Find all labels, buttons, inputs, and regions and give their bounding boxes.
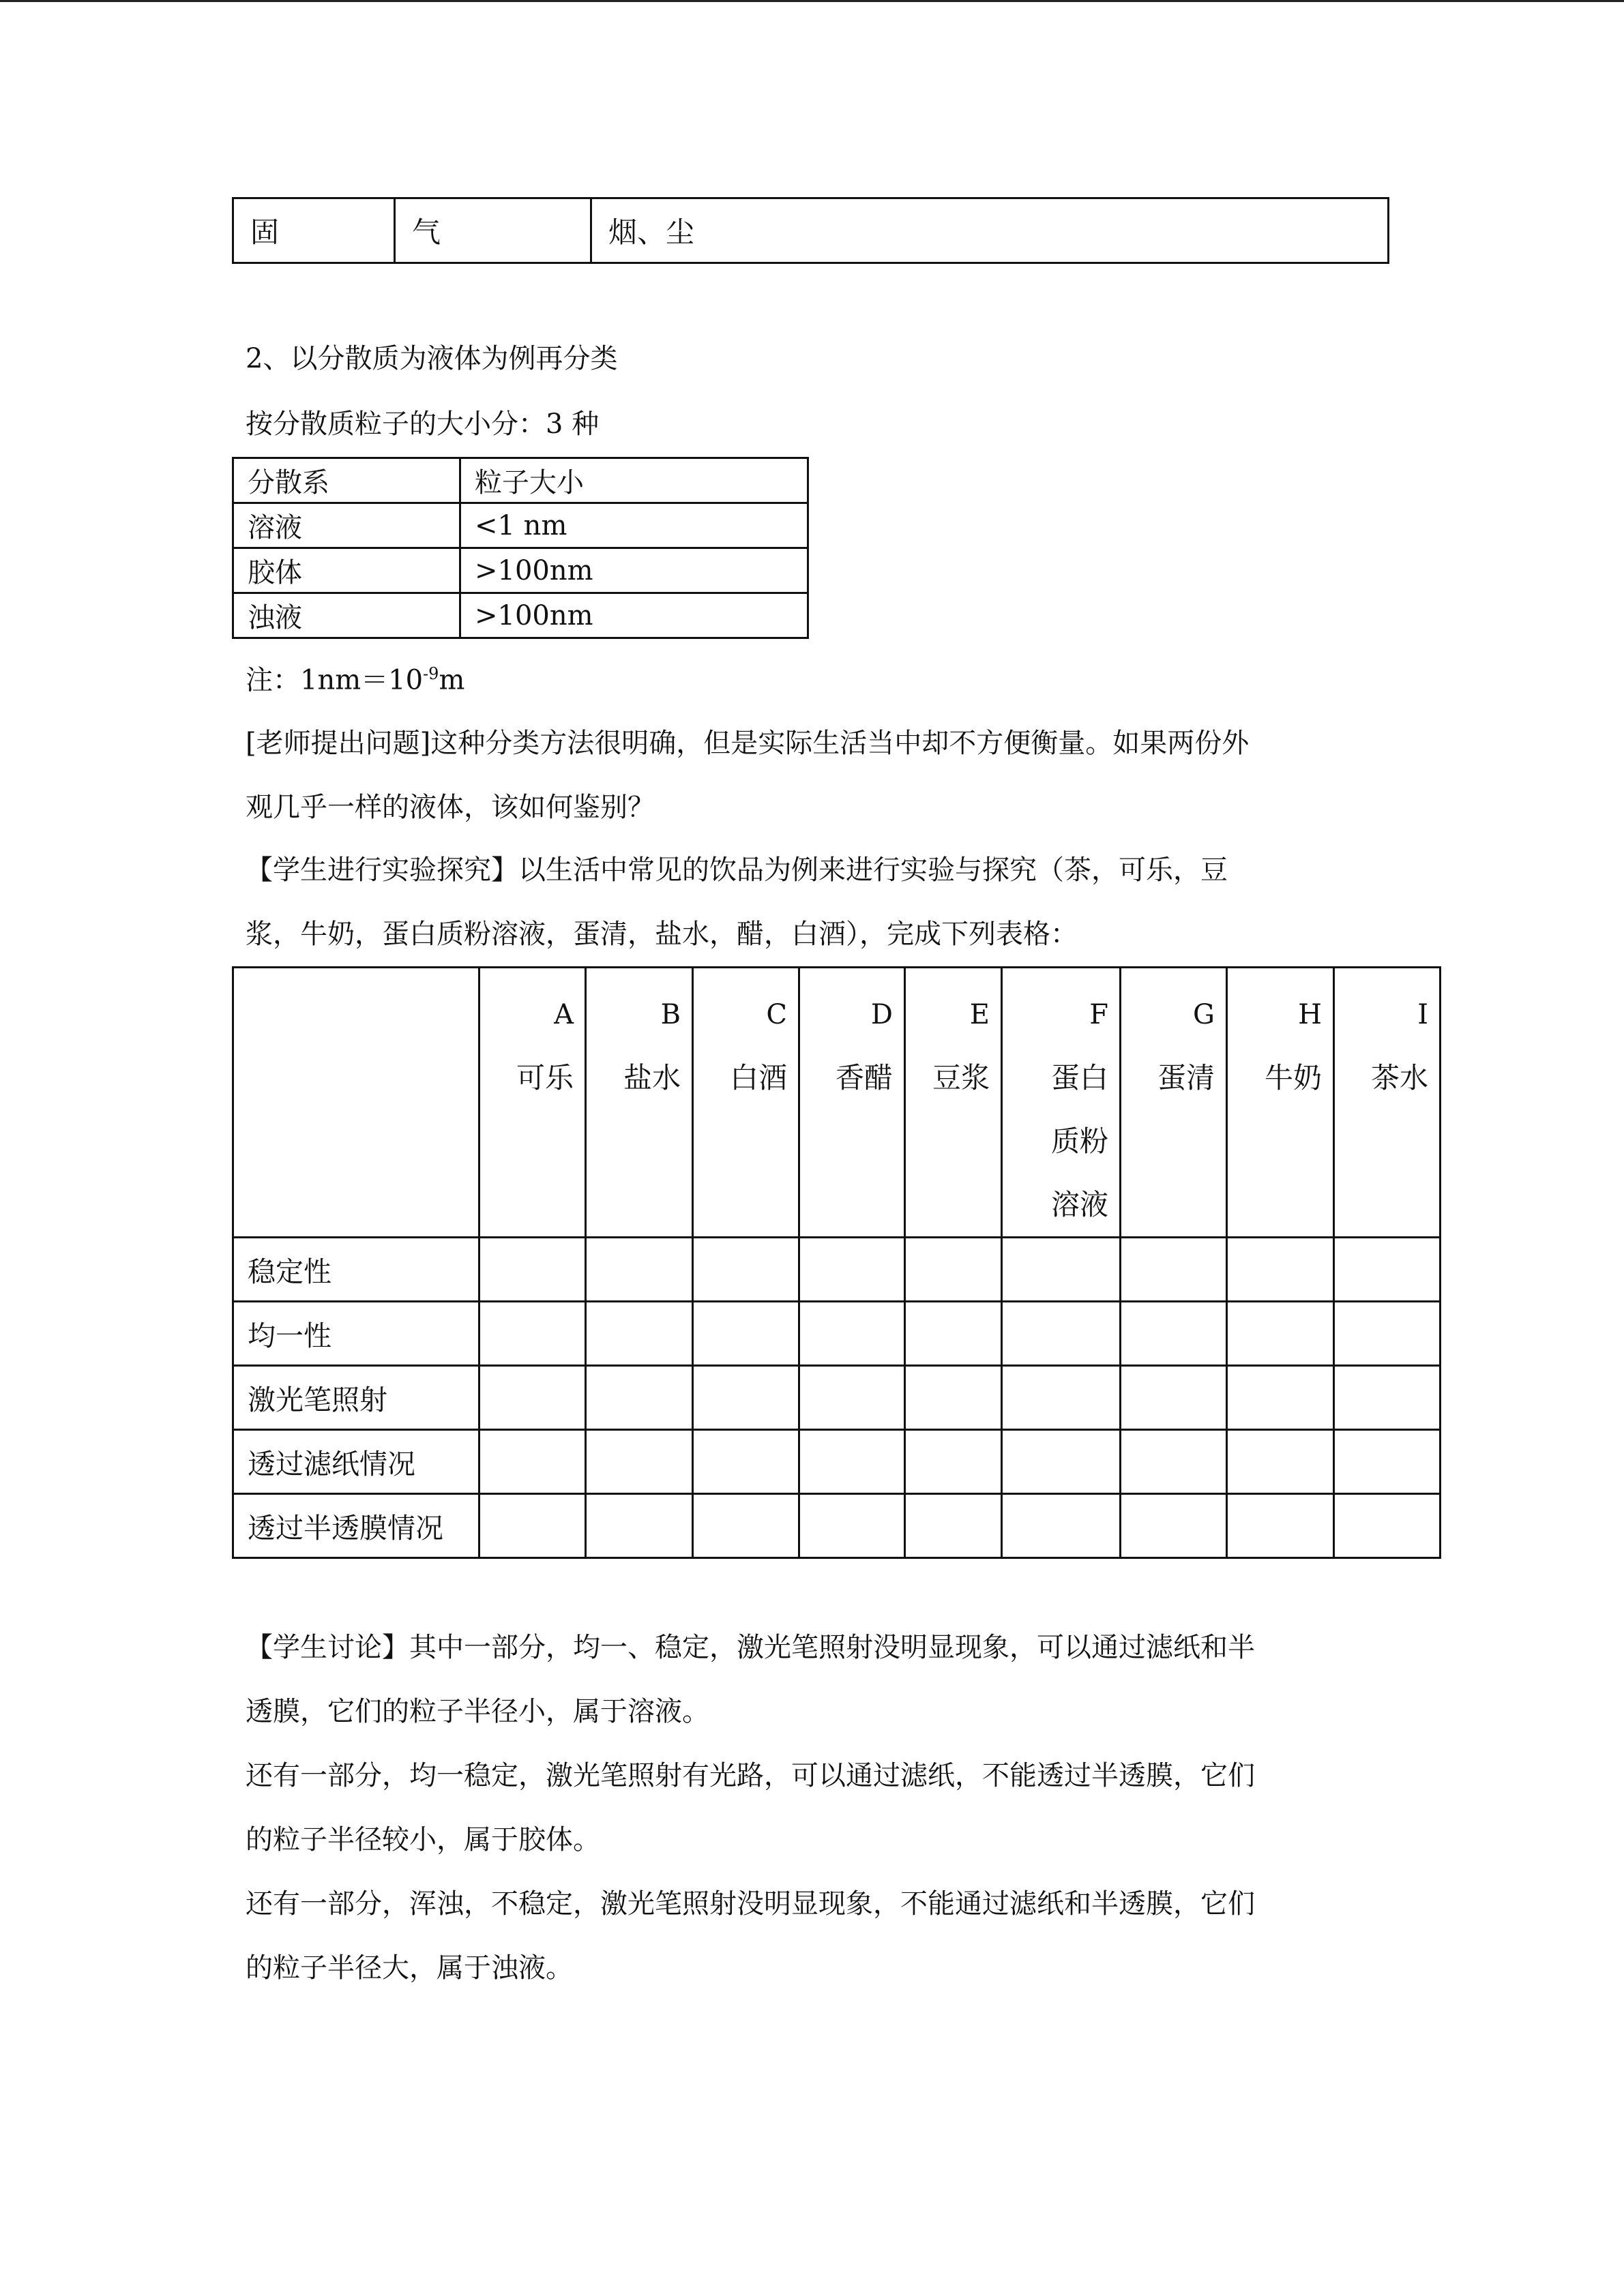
table-header-cell bbox=[693, 968, 799, 1238]
column-name: 香醋 bbox=[835, 1061, 893, 1094]
column-letter: H bbox=[1298, 999, 1322, 1030]
discussion-line: 透膜，它们的粒子半径小，属于溶液。 bbox=[246, 1696, 709, 1727]
answer-cell[interactable] bbox=[479, 1238, 586, 1302]
table-header-cell bbox=[799, 968, 905, 1238]
answer-cell[interactable] bbox=[799, 1302, 905, 1366]
answer-cell[interactable] bbox=[1227, 1430, 1334, 1494]
discussion-line: 还有一部分，均一稳定，激光笔照射有光路，可以通过滤纸，不能透过半透膜，它们 bbox=[246, 1760, 1255, 1791]
answer-cell[interactable] bbox=[586, 1430, 693, 1494]
answer-cell[interactable] bbox=[799, 1430, 905, 1494]
answer-cell[interactable] bbox=[1002, 1494, 1121, 1558]
column-name: 豆浆 bbox=[932, 1061, 990, 1094]
table-header-cell bbox=[586, 968, 693, 1238]
row-label: 均一性 bbox=[233, 1302, 479, 1366]
column-name: 茶水 bbox=[1370, 1061, 1428, 1094]
note-exponent: -9 bbox=[423, 664, 439, 683]
discussion-line: 的粒子半径较小，属于胶体。 bbox=[246, 1824, 600, 1855]
column-letter: I bbox=[1417, 999, 1428, 1030]
column-name: 蛋白质粉溶液 bbox=[1050, 1061, 1108, 1221]
answer-cell[interactable] bbox=[693, 1366, 799, 1430]
table-cell: 浊液 bbox=[233, 593, 460, 638]
table-row bbox=[233, 198, 1389, 263]
answer-cell[interactable] bbox=[1121, 1302, 1227, 1366]
table-header-cell bbox=[479, 968, 586, 1238]
experiment-line: 【学生进行实验探究】以生活中常见的饮品为例来进行实验与探究（茶，可乐，豆 bbox=[246, 854, 1228, 886]
column-letter: C bbox=[766, 999, 787, 1030]
column-letter: G bbox=[1193, 999, 1215, 1030]
row-label: 透过滤纸情况 bbox=[233, 1430, 479, 1494]
answer-cell[interactable] bbox=[799, 1366, 905, 1430]
answer-cell[interactable] bbox=[799, 1494, 905, 1558]
table-cell: >100nm bbox=[460, 593, 808, 638]
table-cell: 溶液 bbox=[233, 503, 460, 548]
answer-cell[interactable] bbox=[693, 1238, 799, 1302]
table-cell: 烟、尘 bbox=[591, 198, 1389, 263]
answer-cell[interactable] bbox=[905, 1430, 1002, 1494]
answer-cell[interactable] bbox=[1121, 1366, 1227, 1430]
note-prefix: 注：1nm＝10 bbox=[246, 664, 424, 696]
answer-cell[interactable] bbox=[479, 1430, 586, 1494]
table-header-cell bbox=[1002, 968, 1121, 1238]
discussion-line: 的粒子半径大，属于浊液。 bbox=[246, 1952, 573, 1984]
column-name: 白酒 bbox=[729, 1061, 787, 1094]
answer-cell[interactable] bbox=[1002, 1430, 1121, 1494]
column-letter: A bbox=[554, 999, 574, 1030]
table-row bbox=[233, 1366, 1441, 1430]
table-row bbox=[233, 548, 808, 593]
table-row bbox=[233, 1430, 1441, 1494]
answer-cell[interactable] bbox=[1227, 1302, 1334, 1366]
answer-cell[interactable] bbox=[586, 1366, 693, 1430]
answer-cell[interactable] bbox=[905, 1366, 1002, 1430]
column-letter: E bbox=[969, 999, 990, 1030]
answer-cell[interactable] bbox=[905, 1494, 1002, 1558]
answer-cell[interactable] bbox=[479, 1366, 586, 1430]
answer-cell[interactable] bbox=[586, 1494, 693, 1558]
answer-cell[interactable] bbox=[479, 1494, 586, 1558]
table-cell: 气 bbox=[395, 198, 591, 263]
note bbox=[246, 666, 464, 694]
table-cell: <1 nm bbox=[460, 503, 808, 548]
column-letter: B bbox=[660, 999, 681, 1030]
teacher-question-line: 观几乎一样的液体，该如何鉴别？ bbox=[246, 792, 655, 823]
answer-cell[interactable] bbox=[1121, 1494, 1227, 1558]
answer-cell[interactable] bbox=[1002, 1366, 1121, 1430]
answer-cell[interactable] bbox=[1227, 1494, 1334, 1558]
particle-size-table bbox=[232, 457, 809, 639]
experiment-table bbox=[232, 966, 1441, 1559]
discussion-line: 【学生讨论】其中一部分，均一、稳定，激光笔照射没明显现象，可以通过滤纸和半 bbox=[246, 1632, 1255, 1663]
table-cell: >100nm bbox=[460, 548, 808, 593]
row-label: 激光笔照射 bbox=[233, 1366, 479, 1430]
column-letter: F bbox=[1089, 999, 1108, 1030]
row-label: 透过半透膜情况 bbox=[233, 1494, 479, 1558]
table-corner-cell bbox=[233, 968, 479, 1238]
answer-cell[interactable] bbox=[1334, 1238, 1441, 1302]
table-row bbox=[233, 1302, 1441, 1366]
size-intro: 按分散质粒子的大小分：3 种 bbox=[246, 408, 600, 440]
answer-cell[interactable] bbox=[1002, 1238, 1121, 1302]
answer-cell[interactable] bbox=[1121, 1238, 1227, 1302]
table-header-row bbox=[233, 968, 1441, 1238]
answer-cell[interactable] bbox=[905, 1238, 1002, 1302]
answer-cell[interactable] bbox=[1227, 1366, 1334, 1430]
answer-cell[interactable] bbox=[693, 1302, 799, 1366]
page-top-border bbox=[0, 0, 1624, 2]
table-header-cell: 粒子大小 bbox=[460, 458, 808, 503]
answer-cell[interactable] bbox=[1227, 1238, 1334, 1302]
column-name: 可乐 bbox=[516, 1061, 574, 1094]
answer-cell[interactable] bbox=[693, 1494, 799, 1558]
column-name: 盐水 bbox=[623, 1061, 681, 1094]
answer-cell[interactable] bbox=[905, 1302, 1002, 1366]
table-row bbox=[233, 1494, 1441, 1558]
answer-cell[interactable] bbox=[1334, 1430, 1441, 1494]
teacher-question-line: [老师提出问题]这种分类方法很明确，但是实际生活当中却不方便衡量。如果两份外 bbox=[246, 728, 1250, 759]
state-table bbox=[232, 197, 1389, 264]
answer-cell[interactable] bbox=[479, 1302, 586, 1366]
table-header-cell bbox=[905, 968, 1002, 1238]
table-header-cell bbox=[1334, 968, 1441, 1238]
answer-cell[interactable] bbox=[799, 1238, 905, 1302]
column-name: 蛋清 bbox=[1157, 1061, 1215, 1094]
table-row bbox=[233, 1238, 1441, 1302]
answer-cell[interactable] bbox=[1002, 1302, 1121, 1366]
table-row bbox=[233, 593, 808, 638]
answer-cell[interactable] bbox=[1334, 1366, 1441, 1430]
answer-cell[interactable] bbox=[693, 1430, 799, 1494]
section-heading: 2、以分散质为液体为例再分类 bbox=[246, 343, 618, 374]
experiment-line: 浆，牛奶，蛋白质粉溶液，蛋清，盐水，醋，白酒），完成下列表格： bbox=[246, 919, 1078, 950]
column-name: 牛奶 bbox=[1264, 1061, 1322, 1094]
answer-cell[interactable] bbox=[586, 1238, 693, 1302]
table-header-cell bbox=[1121, 968, 1227, 1238]
row-label: 稳定性 bbox=[233, 1238, 479, 1302]
column-letter: D bbox=[870, 999, 893, 1030]
answer-cell[interactable] bbox=[1334, 1302, 1441, 1366]
answer-cell[interactable] bbox=[1121, 1430, 1227, 1494]
note-suffix: m bbox=[439, 664, 465, 696]
table-header-cell bbox=[1227, 968, 1334, 1238]
table-cell: 固 bbox=[233, 198, 395, 263]
answer-cell[interactable] bbox=[586, 1302, 693, 1366]
answer-cell[interactable] bbox=[1334, 1494, 1441, 1558]
table-cell: 胶体 bbox=[233, 548, 460, 593]
discussion-line: 还有一部分，浑浊，不稳定，激光笔照射没明显现象，不能通过滤纸和半透膜，它们 bbox=[246, 1888, 1255, 1920]
table-header-row bbox=[233, 458, 808, 503]
table-row bbox=[233, 503, 808, 548]
table-header-cell: 分散系 bbox=[233, 458, 460, 503]
